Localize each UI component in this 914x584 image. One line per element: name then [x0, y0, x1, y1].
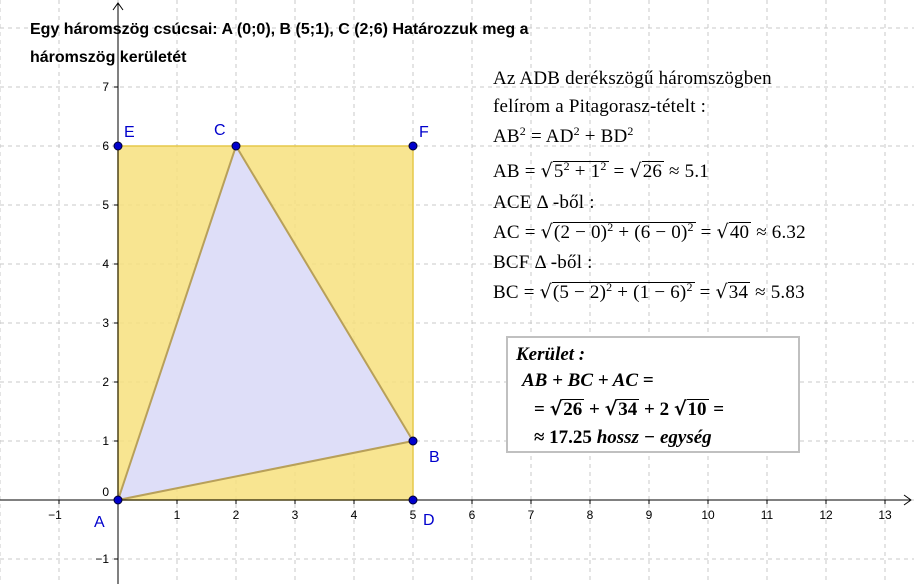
y-tick-label: 3: [102, 316, 109, 330]
plus: +: [584, 399, 605, 420]
y-tick-label: 4: [102, 257, 109, 271]
y-tick-label: 5: [102, 198, 109, 212]
x-tick-label: 7: [527, 508, 535, 522]
figure-shapes: [118, 146, 413, 500]
exponent: 2: [687, 220, 694, 234]
x-tick-label: 6: [468, 508, 476, 522]
radicand-part: (2 − 0): [553, 222, 608, 243]
problem-title-line-2: háromszög kerületét: [30, 49, 187, 66]
result-value-line: [534, 427, 712, 449]
sqrt-icon: √: [604, 398, 618, 420]
x-tick-label: 9: [645, 508, 653, 522]
unit-label: hossz − egység: [596, 427, 712, 448]
explanation-ace: ACE Δ -ből :: [493, 192, 595, 213]
ab-calculation: [493, 160, 709, 183]
bc-approx: ≈ 5.83: [750, 282, 805, 303]
radicand-part: (5 − 2): [552, 282, 607, 303]
equals: =: [534, 399, 550, 420]
coefficient: + 2: [639, 399, 674, 420]
point-b: [409, 437, 417, 445]
perimeter-result-box[interactable]: [506, 336, 800, 453]
sqrt-icon: √: [716, 221, 729, 243]
y-tick-label: 7: [102, 80, 109, 94]
point-label-d: D: [423, 512, 435, 529]
explanation-line-2: felírom a Pitagorasz-tételt :: [493, 96, 707, 117]
point-label-e: E: [124, 124, 135, 141]
radicand: 34: [618, 399, 638, 420]
radicand: [552, 282, 695, 303]
sqrt-icon: √: [629, 160, 642, 182]
sqrt-icon: √: [715, 281, 728, 303]
radicand-part: + (6 − 0): [613, 222, 688, 243]
point-label-b: B: [429, 449, 440, 466]
point-a: [114, 496, 122, 504]
y-tick-label: 0: [102, 485, 109, 499]
exponent: 2: [627, 124, 634, 138]
radicand-part: + (1 − 6): [612, 282, 687, 303]
ac-calculation: [493, 221, 806, 244]
exponent: 2: [606, 280, 613, 294]
pythagoras-formula: [493, 126, 634, 148]
equals: =: [708, 399, 725, 420]
radicand: 26: [642, 161, 663, 182]
bc-calculation: [493, 281, 805, 304]
x-tick-label: 10: [701, 508, 715, 522]
explanation-line-1: Az ADB derékszögű háromszögben: [493, 68, 772, 89]
radicand: 10: [687, 399, 707, 420]
exponent: 2: [563, 159, 570, 173]
problem-title-line-1: Egy háromszög csúcsai: A (0;0), B (5;1), C (2;6) Határozzuk meg a: [30, 21, 529, 38]
radicand: 34: [728, 282, 749, 303]
result-heading: Kerület :: [516, 344, 586, 365]
ab-approx: ≈ 5.1: [664, 161, 709, 182]
sqrt-icon: √: [540, 221, 553, 243]
radicand-part: + 1: [569, 161, 601, 182]
x-tick-label: 1: [173, 508, 181, 522]
y-tick-label: 1: [102, 434, 109, 448]
x-tick-label: 8: [586, 508, 594, 522]
exponent: 2: [686, 280, 693, 294]
x-tick-label: 4: [350, 508, 358, 522]
radicand-part: 5: [553, 161, 564, 182]
result-radical-line: [534, 398, 724, 421]
ad-term: = AD: [526, 126, 574, 147]
ab-term: AB: [493, 126, 520, 147]
sqrt-icon: √: [540, 160, 553, 182]
ab-lhs: AB =: [493, 161, 541, 182]
result-sum-line: AB + BC + AC =: [522, 370, 654, 391]
sqrt-icon: √: [673, 398, 687, 420]
sqrt-icon: √: [539, 281, 552, 303]
point-label-c: C: [214, 122, 226, 139]
exponent: 2: [519, 124, 526, 138]
exponent: 2: [573, 124, 580, 138]
x-tick-label: 13: [878, 508, 892, 522]
x-tick-label: 12: [819, 508, 833, 522]
x-tick-label: 2: [232, 508, 240, 522]
y-tick-label: −1: [95, 552, 109, 566]
radicand: [553, 222, 696, 243]
point-f: [409, 142, 417, 150]
bd-term: + BD: [579, 126, 628, 147]
exponent: 2: [607, 220, 614, 234]
bc-lhs: BC =: [493, 282, 540, 303]
point-c: [232, 142, 240, 150]
equals: =: [694, 282, 716, 303]
perimeter-value: ≈ 17.25: [534, 427, 597, 448]
point-e: [114, 142, 122, 150]
x-tick-label: 5: [409, 508, 417, 522]
y-tick-label: 2: [102, 375, 109, 389]
equals: =: [695, 222, 717, 243]
ac-approx: ≈ 6.32: [751, 222, 806, 243]
radicand: 40: [729, 222, 750, 243]
x-tick-label: 11: [760, 508, 774, 522]
radicand: [553, 161, 609, 182]
x-tick-label: 3: [291, 508, 299, 522]
ac-lhs: AC =: [493, 222, 541, 243]
point-label-f: F: [419, 124, 429, 141]
radicand: 26: [563, 399, 583, 420]
exponent: 2: [600, 159, 607, 173]
point-label-a: A: [94, 514, 105, 531]
y-tick-label: 6: [102, 139, 109, 153]
x-tick-label: −1: [48, 508, 62, 522]
explanation-bcf: BCF Δ -ből :: [493, 252, 593, 273]
sqrt-icon: √: [549, 398, 563, 420]
equals: =: [608, 161, 630, 182]
point-d: [409, 496, 417, 504]
